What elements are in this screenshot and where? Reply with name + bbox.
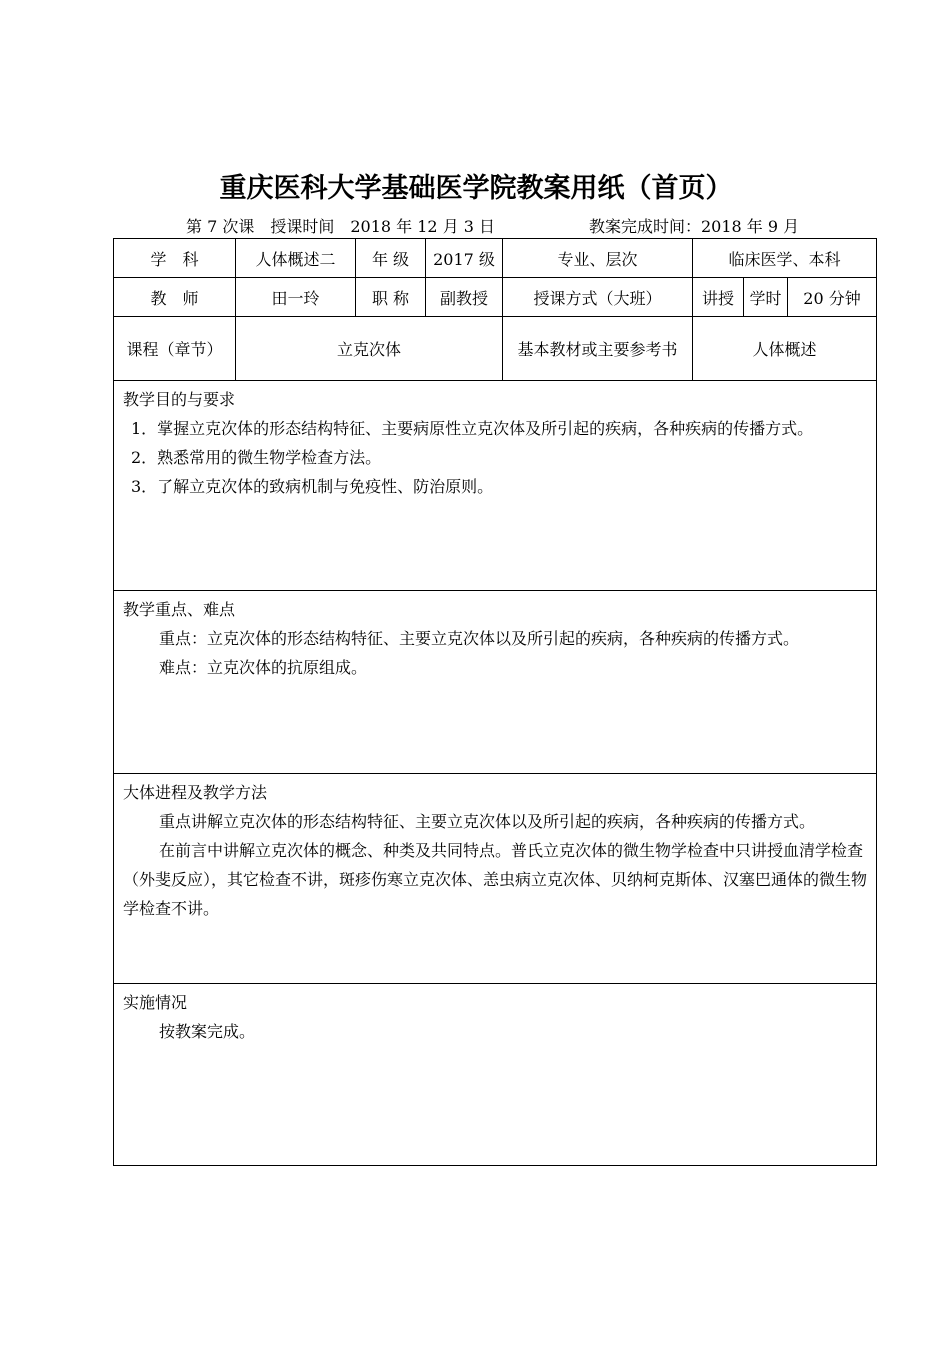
- process-section: [114, 774, 877, 984]
- teaching-mode-value: 讲授: [693, 278, 744, 317]
- subject-label: 学 科: [114, 239, 236, 278]
- implementation-heading: 实施情况: [123, 993, 188, 1012]
- teacher-value: 田一玲: [236, 278, 356, 317]
- process-paragraph: 重点讲解立克次体的形态结构特征、主要立克次体以及所引起的疾病，各种疾病的传播方式。: [159, 812, 816, 831]
- implementation-section: [114, 984, 877, 1166]
- rank-value: 副教授: [426, 278, 503, 317]
- grade-value: 2017 级: [426, 239, 503, 278]
- objectives-heading: 教学目的与要求: [123, 390, 236, 409]
- key-point: 重点：立克次体的形态结构特征、主要立克次体以及所引起的疾病，各种疾病的传播方式。: [159, 629, 800, 648]
- objectives-section: [114, 381, 877, 591]
- process-heading: 大体进程及教学方法: [123, 783, 268, 802]
- chapter-value: 立克次体: [236, 317, 503, 381]
- rank-label: 职 称: [356, 278, 426, 317]
- objective-item: 3．了解立克次体的致病机制与免疫性、防治原则。: [131, 477, 494, 496]
- table-row: [114, 317, 877, 381]
- table-row: [114, 278, 877, 317]
- lesson-plan-table: [113, 238, 877, 1166]
- objective-item: 1．掌握立克次体的形态结构特征、主要病原性立克次体及所引起的疾病，各种疾病的传播方式。: [131, 419, 814, 438]
- keypoints-heading: 教学重点、难点: [123, 600, 236, 619]
- table-row: [114, 239, 877, 278]
- major-value: 临床医学、本科: [693, 239, 877, 278]
- major-label: 专业、层次: [503, 239, 693, 278]
- process-paragraph: 在前言中讲解立克次体的概念、种类及共同特点。普氏立克次体的微生物学检查中只讲授血清学检查（外斐反应），其它检查不讲，斑疹伤寒立克次体、恙虫病立克次体、贝纳柯克斯体、汉塞巴通体的微生物学检查不讲。: [123, 841, 868, 918]
- objective-item: 2．熟悉常用的微生物学检查方法。: [131, 448, 382, 467]
- subject-value: 人体概述二: [236, 239, 356, 278]
- lesson-time-line: 第 7 次课 授课时间 2018 年 12 月 3 日: [186, 217, 496, 236]
- page-title: 重庆医科大学基础医学院教案用纸（首页）: [219, 173, 733, 204]
- implementation-text: 按教案完成。: [159, 1022, 256, 1041]
- plan-completion-line: 教案完成时间：2018 年 9 月: [589, 217, 800, 236]
- teacher-label: 教 师: [114, 278, 236, 317]
- textbook-value: 人体概述: [693, 317, 877, 381]
- chapter-label: 课程（章节）: [114, 317, 236, 381]
- teaching-mode-label: 授课方式（大班）: [503, 278, 693, 317]
- keypoints-section: [114, 591, 877, 774]
- difficult-point: 难点：立克次体的抗原组成。: [159, 658, 368, 677]
- textbook-label: 基本教材或主要参考书: [503, 317, 693, 381]
- hours-label: 学时: [744, 278, 788, 317]
- grade-label: 年 级: [356, 239, 426, 278]
- hours-value: 20 分钟: [788, 278, 877, 317]
